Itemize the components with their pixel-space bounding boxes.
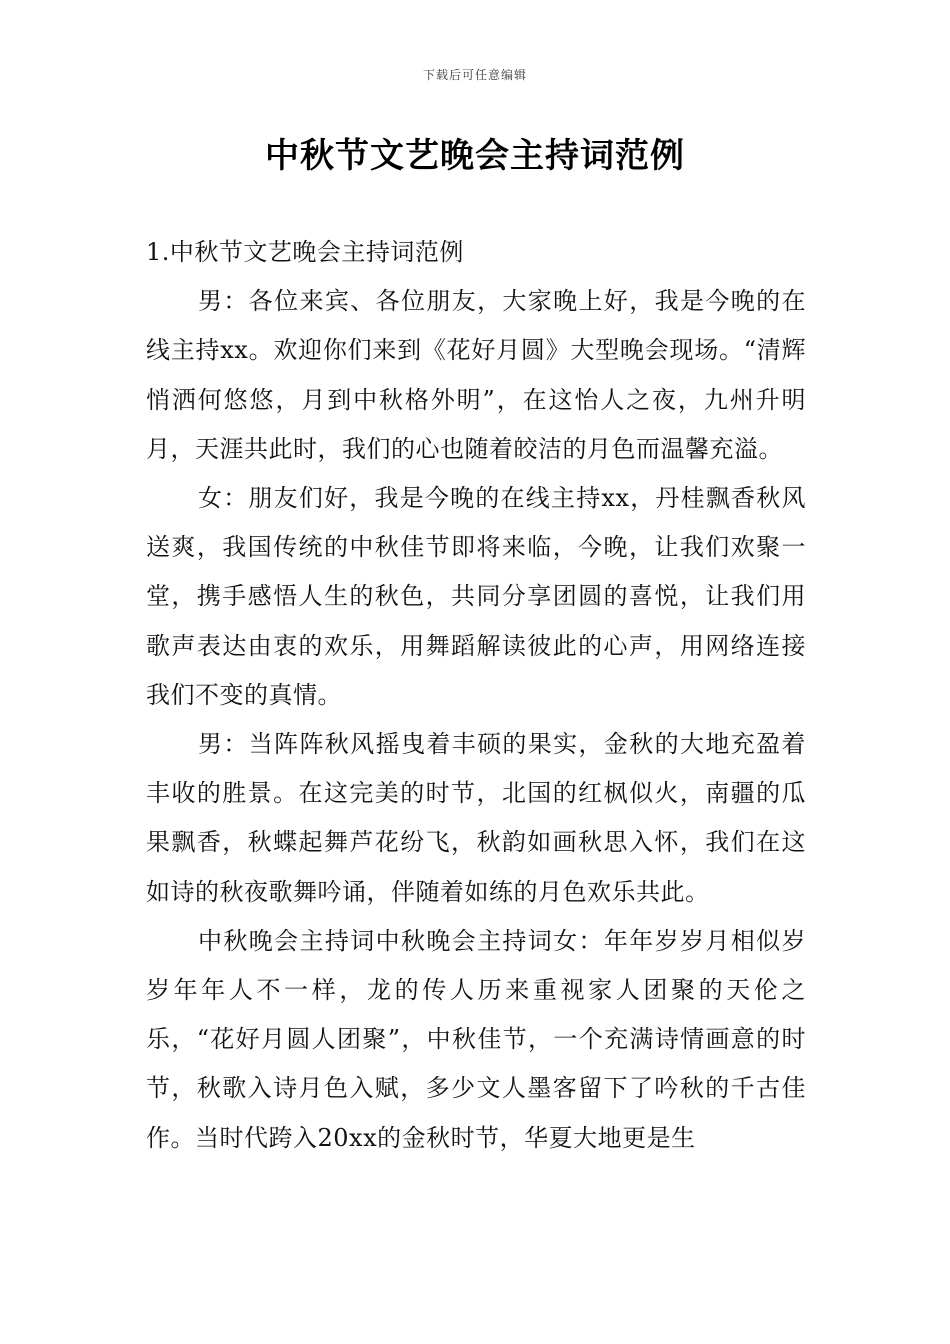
document-body [146,228,806,1163]
header-note: 下载后可任意编辑 [422,68,527,82]
section-heading: 1.中秋节文艺晚会主持词范例 [146,238,464,266]
paragraph-female-host-1: 女：朋友们好，我是今晚的在线主持xx，丹桂飘香秋风送爽，我国传统的中秋佳节即将来临，今晚，让我们欢聚一堂，携手感悟人生的秋色，共同分享团圆的喜悦，让我们用歌声表达由衷的欢乐，用舞蹈解读彼此的心声，用网络连接我们不变的真情。 [146,484,806,709]
paragraph-female-host-2: 中秋晚会主持词中秋晚会主持词女：年年岁岁月相似岁岁年年人不一样，龙的传人历来重视家人团聚的天伦之乐，“花好月圆人团聚”，中秋佳节，一个充满诗情画意的时节，秋歌入诗月色入赋，多少文人墨客留下了吟秋的千古佳作。当时代跨入20xx的金秋时节，华夏大地更是生 [146,926,806,1152]
paragraph-male-host-1: 男：各位来宾、各位朋友，大家晚上好，我是今晚的在线主持xx。欢迎你们来到《花好月圆》大型晚会现场。“清辉悄洒何悠悠，月到中秋格外明”，在这怡人之夜，九州升明月，天涯共此时，我们的心也随着皎洁的月色而温馨充溢。 [146,287,806,463]
document-title: 中秋节文艺晚会主持词范例 [265,136,685,176]
paragraph-male-host-2: 男：当阵阵秋风摇曳着丰硕的果实，金秋的大地充盈着丰收的胜景。在这完美的时节，北国的红枫似火，南疆的瓜果飘香，秋蝶起舞芦花纷飞，秋韵如画秋思入怀，我们在这如诗的秋夜歌舞吟诵，伴随着如练的月色欢乐共此。 [146,730,806,906]
